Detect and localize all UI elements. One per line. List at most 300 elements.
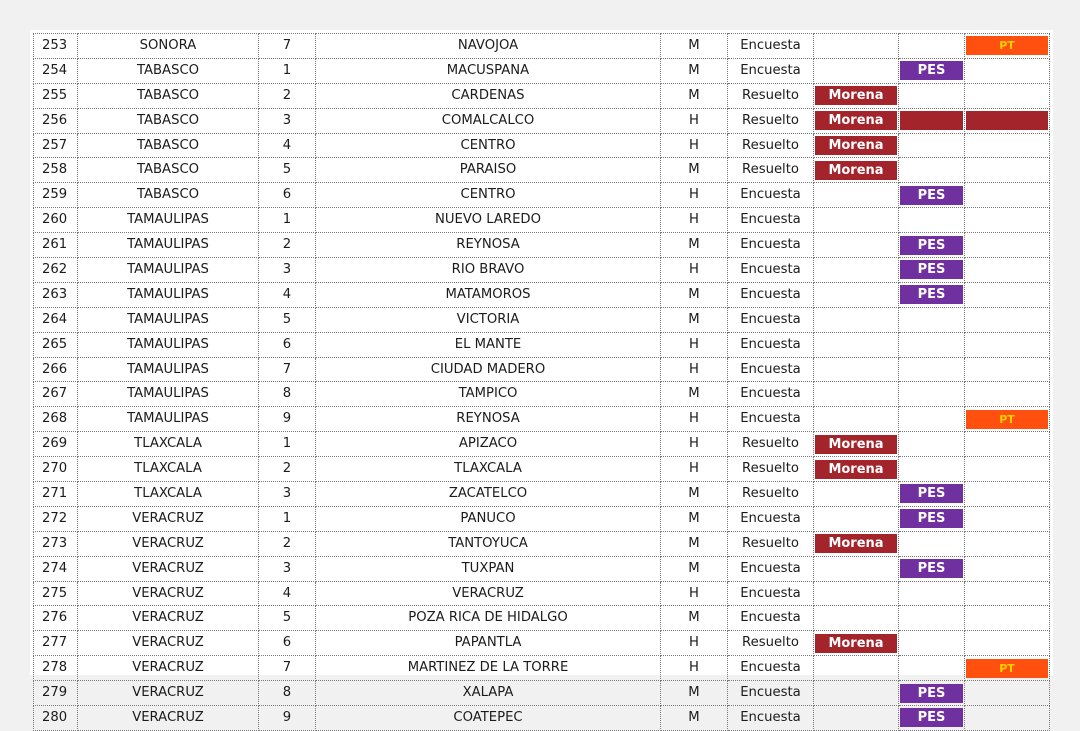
cell-method[interactable]: Encuesta (728, 407, 814, 432)
cell-pes[interactable] (899, 158, 965, 183)
cell-number[interactable]: 271 (34, 482, 78, 507)
cell-district[interactable]: 8 (259, 382, 316, 407)
cell-state[interactable]: VERACRUZ (78, 631, 259, 656)
pes-badge: PES (900, 484, 963, 503)
table-row (34, 656, 1050, 681)
cell-gender[interactable]: H (661, 407, 728, 432)
cell-pes[interactable] (899, 407, 965, 432)
cell-method[interactable]: Encuesta (728, 34, 814, 59)
cell-morena[interactable] (814, 681, 899, 706)
cell-district[interactable]: 7 (259, 34, 316, 59)
cell-pes[interactable] (899, 656, 965, 681)
cell-pes[interactable] (899, 258, 965, 283)
cell-district[interactable]: 3 (259, 556, 316, 581)
cell-morena[interactable] (814, 531, 899, 556)
morena-fill (900, 111, 963, 130)
cell-method[interactable]: Encuesta (728, 332, 814, 357)
cell-city[interactable]: COATEPEC (316, 706, 661, 731)
table-row (34, 58, 1050, 83)
cell-number[interactable]: 266 (34, 357, 78, 382)
cell-pes[interactable] (899, 233, 965, 258)
cell-morena[interactable] (814, 606, 899, 631)
cell-city[interactable]: TLAXCALA (316, 457, 661, 482)
cell-method[interactable]: Encuesta (728, 506, 814, 531)
cell-city[interactable]: CIUDAD MADERO (316, 357, 661, 382)
cell-state[interactable]: TABASCO (78, 83, 259, 108)
cell-district[interactable]: 5 (259, 158, 316, 183)
cell-method[interactable]: Encuesta (728, 681, 814, 706)
cell-pt[interactable] (965, 382, 1050, 407)
cell-city[interactable]: APIZACO (316, 432, 661, 457)
cell-state[interactable]: TAMAULIPAS (78, 233, 259, 258)
cell-morena[interactable] (814, 208, 899, 233)
cell-pt[interactable] (965, 34, 1050, 59)
cell-pt[interactable] (965, 432, 1050, 457)
cell-district[interactable]: 1 (259, 432, 316, 457)
cell-district[interactable]: 6 (259, 631, 316, 656)
cell-state[interactable]: VERACRUZ (78, 581, 259, 606)
cell-method[interactable]: Resuelto (728, 108, 814, 133)
morena-badge: Morena (815, 161, 897, 180)
table-row (34, 133, 1050, 158)
cell-method[interactable]: Encuesta (728, 706, 814, 731)
cell-method[interactable]: Resuelto (728, 133, 814, 158)
cell-method[interactable]: Encuesta (728, 357, 814, 382)
cell-pt[interactable] (965, 282, 1050, 307)
cell-number[interactable]: 262 (34, 258, 78, 283)
cell-district[interactable]: 9 (259, 706, 316, 731)
cell-morena[interactable] (814, 581, 899, 606)
cell-district[interactable]: 6 (259, 183, 316, 208)
cell-district[interactable]: 1 (259, 506, 316, 531)
cell-pes[interactable] (899, 432, 965, 457)
cell-pt[interactable] (965, 332, 1050, 357)
cell-city[interactable]: PARAISO (316, 158, 661, 183)
cell-pes[interactable] (899, 307, 965, 332)
cell-morena[interactable] (814, 58, 899, 83)
cell-state[interactable]: TAMAULIPAS (78, 382, 259, 407)
cell-number[interactable]: 270 (34, 457, 78, 482)
cell-pt[interactable] (965, 407, 1050, 432)
cell-state[interactable]: VERACRUZ (78, 706, 259, 731)
cell-gender[interactable]: M (661, 34, 728, 59)
cell-state[interactable]: TABASCO (78, 108, 259, 133)
table-row (34, 357, 1050, 382)
cell-pes[interactable] (899, 457, 965, 482)
morena-badge: Morena (815, 111, 897, 130)
cell-gender[interactable]: M (661, 506, 728, 531)
cell-number[interactable]: 272 (34, 506, 78, 531)
cell-morena[interactable] (814, 382, 899, 407)
cell-pt[interactable] (965, 258, 1050, 283)
cell-pes[interactable] (899, 133, 965, 158)
cell-number[interactable]: 253 (34, 34, 78, 59)
table-row (34, 531, 1050, 556)
cell-district[interactable]: 3 (259, 108, 316, 133)
cell-gender[interactable]: H (661, 208, 728, 233)
cell-pt[interactable] (965, 706, 1050, 731)
cell-method[interactable]: Encuesta (728, 307, 814, 332)
cell-city[interactable]: REYNOSA (316, 407, 661, 432)
cell-number[interactable]: 259 (34, 183, 78, 208)
cell-city[interactable]: CENTRO (316, 183, 661, 208)
table-row (34, 482, 1050, 507)
cell-city[interactable]: EL MANTE (316, 332, 661, 357)
cell-city[interactable]: TUXPAN (316, 556, 661, 581)
cell-method[interactable]: Encuesta (728, 183, 814, 208)
cell-city[interactable]: VERACRUZ (316, 581, 661, 606)
cell-pes[interactable] (899, 606, 965, 631)
cell-district[interactable]: 2 (259, 531, 316, 556)
cell-state[interactable]: TAMAULIPAS (78, 282, 259, 307)
pes-badge: PES (900, 61, 963, 80)
cell-number[interactable]: 260 (34, 208, 78, 233)
table-row (34, 34, 1050, 59)
cell-pt[interactable] (965, 307, 1050, 332)
cell-district[interactable]: 2 (259, 457, 316, 482)
morena-badge: Morena (815, 136, 897, 155)
cell-city[interactable]: TANTOYUCA (316, 531, 661, 556)
cell-state[interactable]: VERACRUZ (78, 681, 259, 706)
cell-method[interactable]: Resuelto (728, 457, 814, 482)
cell-district[interactable]: 5 (259, 606, 316, 631)
cell-district[interactable]: 3 (259, 482, 316, 507)
candidates-table (33, 33, 1050, 731)
cell-number[interactable]: 265 (34, 332, 78, 357)
cell-gender[interactable]: M (661, 307, 728, 332)
cell-number[interactable]: 254 (34, 58, 78, 83)
cell-district[interactable]: 8 (259, 681, 316, 706)
cell-number[interactable]: 261 (34, 233, 78, 258)
cell-morena[interactable] (814, 183, 899, 208)
spreadsheet-page (30, 30, 1053, 726)
cell-method[interactable]: Resuelto (728, 482, 814, 507)
table-row (34, 208, 1050, 233)
cell-morena[interactable] (814, 34, 899, 59)
table-row (34, 382, 1050, 407)
cell-gender[interactable]: M (661, 58, 728, 83)
cell-city[interactable]: MATAMOROS (316, 282, 661, 307)
cell-district[interactable]: 4 (259, 133, 316, 158)
cell-number[interactable]: 279 (34, 681, 78, 706)
cell-morena[interactable] (814, 158, 899, 183)
cell-pes[interactable] (899, 208, 965, 233)
cell-morena[interactable] (814, 357, 899, 382)
cell-pt[interactable] (965, 581, 1050, 606)
cell-method[interactable]: Encuesta (728, 581, 814, 606)
pes-badge: PES (900, 260, 963, 279)
cell-number[interactable]: 255 (34, 83, 78, 108)
cell-city[interactable]: REYNOSA (316, 233, 661, 258)
cell-gender[interactable]: H (661, 357, 728, 382)
table-row (34, 183, 1050, 208)
table-row (34, 282, 1050, 307)
cell-pes[interactable] (899, 581, 965, 606)
cell-number[interactable]: 268 (34, 407, 78, 432)
cell-morena[interactable] (814, 506, 899, 531)
cell-pes[interactable] (899, 58, 965, 83)
cell-number[interactable]: 280 (34, 706, 78, 731)
cell-state[interactable]: TAMAULIPAS (78, 332, 259, 357)
cell-state[interactable]: VERACRUZ (78, 656, 259, 681)
cell-state[interactable]: TAMAULIPAS (78, 258, 259, 283)
cell-number[interactable]: 264 (34, 307, 78, 332)
cell-state[interactable]: TAMAULIPAS (78, 407, 259, 432)
cell-state[interactable]: TLAXCALA (78, 457, 259, 482)
cell-pt[interactable] (965, 208, 1050, 233)
cell-pt[interactable] (965, 531, 1050, 556)
pes-badge: PES (900, 559, 963, 578)
cell-pt[interactable] (965, 656, 1050, 681)
cell-pes[interactable] (899, 83, 965, 108)
morena-badge: Morena (815, 86, 897, 105)
cell-state[interactable]: TLAXCALA (78, 432, 259, 457)
cell-morena[interactable] (814, 631, 899, 656)
cell-gender[interactable]: H (661, 432, 728, 457)
cell-pes[interactable] (899, 482, 965, 507)
cell-pt[interactable] (965, 357, 1050, 382)
cell-morena[interactable] (814, 282, 899, 307)
cell-state[interactable]: TABASCO (78, 158, 259, 183)
cell-city[interactable]: CARDENAS (316, 83, 661, 108)
cell-number[interactable]: 274 (34, 556, 78, 581)
cell-pt[interactable] (965, 133, 1050, 158)
cell-pes[interactable] (899, 681, 965, 706)
pes-badge: PES (900, 236, 963, 255)
cell-state[interactable]: TAMAULIPAS (78, 357, 259, 382)
table-row (34, 258, 1050, 283)
cell-state[interactable]: VERACRUZ (78, 556, 259, 581)
table-row (34, 706, 1050, 731)
table-row (34, 432, 1050, 457)
cell-district[interactable]: 4 (259, 282, 316, 307)
cell-number[interactable]: 256 (34, 108, 78, 133)
cell-morena[interactable] (814, 307, 899, 332)
cell-city[interactable]: COMALCALCO (316, 108, 661, 133)
table-row (34, 556, 1050, 581)
cell-district[interactable]: 7 (259, 357, 316, 382)
cell-gender[interactable]: M (661, 556, 728, 581)
cell-method[interactable]: Encuesta (728, 282, 814, 307)
cell-gender[interactable]: H (661, 656, 728, 681)
cell-method[interactable]: Encuesta (728, 233, 814, 258)
cell-city[interactable]: ZACATELCO (316, 482, 661, 507)
cell-number[interactable]: 267 (34, 382, 78, 407)
pes-badge: PES (900, 509, 963, 528)
cell-city[interactable]: NUEVO LAREDO (316, 208, 661, 233)
morena-fill (966, 111, 1048, 130)
table-row (34, 506, 1050, 531)
cell-gender[interactable]: M (661, 233, 728, 258)
cell-number[interactable]: 277 (34, 631, 78, 656)
cell-method[interactable]: Encuesta (728, 382, 814, 407)
cell-state[interactable]: TABASCO (78, 133, 259, 158)
cell-method[interactable]: Encuesta (728, 58, 814, 83)
table-row (34, 83, 1050, 108)
cell-method[interactable]: Encuesta (728, 606, 814, 631)
cell-pes[interactable] (899, 706, 965, 731)
cell-number[interactable]: 258 (34, 158, 78, 183)
cell-morena[interactable] (814, 83, 899, 108)
table-row (34, 631, 1050, 656)
table-body (34, 34, 1050, 731)
cell-morena[interactable] (814, 407, 899, 432)
cell-number[interactable]: 263 (34, 282, 78, 307)
cell-district[interactable]: 9 (259, 407, 316, 432)
morena-badge: Morena (815, 460, 897, 479)
pes-badge: PES (900, 186, 963, 205)
table-row (34, 457, 1050, 482)
cell-state[interactable]: TAMAULIPAS (78, 307, 259, 332)
cell-gender[interactable]: H (661, 258, 728, 283)
table-row (34, 332, 1050, 357)
cell-pes[interactable] (899, 183, 965, 208)
cell-pt[interactable] (965, 83, 1050, 108)
cell-number[interactable]: 278 (34, 656, 78, 681)
cell-number[interactable]: 257 (34, 133, 78, 158)
cell-gender[interactable]: H (661, 631, 728, 656)
cell-gender[interactable]: H (661, 457, 728, 482)
pt-badge: PT (966, 410, 1048, 429)
cell-district[interactable]: 7 (259, 656, 316, 681)
cell-gender[interactable]: M (661, 282, 728, 307)
cell-method[interactable]: Resuelto (728, 158, 814, 183)
cell-district[interactable]: 5 (259, 307, 316, 332)
cell-state[interactable]: TABASCO (78, 58, 259, 83)
pes-badge: PES (900, 708, 963, 727)
cell-method[interactable]: Resuelto (728, 631, 814, 656)
cell-district[interactable]: 1 (259, 58, 316, 83)
cell-gender[interactable]: M (661, 681, 728, 706)
cell-pes[interactable] (899, 108, 965, 133)
cell-pt[interactable] (965, 556, 1050, 581)
cell-state[interactable]: TABASCO (78, 183, 259, 208)
cell-gender[interactable]: M (661, 83, 728, 108)
cell-district[interactable]: 4 (259, 581, 316, 606)
cell-city[interactable]: POZA RICA DE HIDALGO (316, 606, 661, 631)
cell-pes[interactable] (899, 34, 965, 59)
cell-morena[interactable] (814, 432, 899, 457)
cell-morena[interactable] (814, 556, 899, 581)
cell-method[interactable]: Resuelto (728, 432, 814, 457)
cell-district[interactable]: 1 (259, 208, 316, 233)
cell-morena[interactable] (814, 332, 899, 357)
cell-gender[interactable]: M (661, 482, 728, 507)
cell-gender[interactable]: H (661, 581, 728, 606)
cell-morena[interactable] (814, 108, 899, 133)
cell-gender[interactable]: M (661, 606, 728, 631)
cell-gender[interactable]: M (661, 382, 728, 407)
cell-city[interactable]: PAPANTLA (316, 631, 661, 656)
cell-pt[interactable] (965, 108, 1050, 133)
morena-badge: Morena (815, 634, 897, 653)
cell-morena[interactable] (814, 258, 899, 283)
cell-city[interactable]: NAVOJOA (316, 34, 661, 59)
cell-morena[interactable] (814, 656, 899, 681)
cell-gender[interactable]: H (661, 332, 728, 357)
cell-pt[interactable] (965, 183, 1050, 208)
cell-district[interactable]: 2 (259, 233, 316, 258)
cell-number[interactable]: 269 (34, 432, 78, 457)
cell-city[interactable]: RIO BRAVO (316, 258, 661, 283)
cell-city[interactable]: TAMPICO (316, 382, 661, 407)
cell-pes[interactable] (899, 282, 965, 307)
cell-pt[interactable] (965, 506, 1050, 531)
cell-city[interactable]: PANUCO (316, 506, 661, 531)
cell-gender[interactable]: M (661, 158, 728, 183)
cell-method[interactable]: Resuelto (728, 83, 814, 108)
cell-city[interactable]: XALAPA (316, 681, 661, 706)
cell-method[interactable]: Encuesta (728, 208, 814, 233)
morena-badge: Morena (815, 534, 897, 553)
cell-method[interactable]: Encuesta (728, 556, 814, 581)
cell-gender[interactable]: M (661, 531, 728, 556)
cell-state[interactable]: VERACRUZ (78, 606, 259, 631)
cell-city[interactable]: VICTORIA (316, 307, 661, 332)
cell-district[interactable]: 3 (259, 258, 316, 283)
cell-state[interactable]: SONORA (78, 34, 259, 59)
cell-district[interactable]: 2 (259, 83, 316, 108)
cell-city[interactable]: MARTINEZ DE LA TORRE (316, 656, 661, 681)
cell-city[interactable]: MACUSPANA (316, 58, 661, 83)
cell-pt[interactable] (965, 457, 1050, 482)
table-row (34, 581, 1050, 606)
cell-pes[interactable] (899, 556, 965, 581)
cell-method[interactable]: Resuelto (728, 531, 814, 556)
table-row (34, 681, 1050, 706)
cell-state[interactable]: TLAXCALA (78, 482, 259, 507)
pes-badge: PES (900, 285, 963, 304)
cell-number[interactable]: 275 (34, 581, 78, 606)
cell-gender[interactable]: H (661, 133, 728, 158)
cell-state[interactable]: VERACRUZ (78, 506, 259, 531)
cell-pt[interactable] (965, 233, 1050, 258)
cell-district[interactable]: 6 (259, 332, 316, 357)
cell-pt[interactable] (965, 158, 1050, 183)
cell-state[interactable]: TAMAULIPAS (78, 208, 259, 233)
cell-number[interactable]: 273 (34, 531, 78, 556)
cell-pes[interactable] (899, 357, 965, 382)
cell-state[interactable]: VERACRUZ (78, 531, 259, 556)
cell-gender[interactable]: M (661, 706, 728, 731)
cell-morena[interactable] (814, 457, 899, 482)
cell-method[interactable]: Encuesta (728, 656, 814, 681)
cell-pes[interactable] (899, 332, 965, 357)
cell-morena[interactable] (814, 133, 899, 158)
cell-pt[interactable] (965, 631, 1050, 656)
table-row (34, 307, 1050, 332)
cell-pes[interactable] (899, 631, 965, 656)
cell-pes[interactable] (899, 382, 965, 407)
pes-badge: PES (900, 684, 963, 703)
cell-morena[interactable] (814, 482, 899, 507)
cell-pes[interactable] (899, 531, 965, 556)
cell-number[interactable]: 276 (34, 606, 78, 631)
cell-pt[interactable] (965, 606, 1050, 631)
table-row (34, 108, 1050, 133)
cell-morena[interactable] (814, 706, 899, 731)
cell-gender[interactable]: H (661, 108, 728, 133)
cell-gender[interactable]: H (661, 183, 728, 208)
cell-pes[interactable] (899, 506, 965, 531)
cell-pt[interactable] (965, 681, 1050, 706)
cell-method[interactable]: Encuesta (728, 258, 814, 283)
table-row (34, 407, 1050, 432)
cell-pt[interactable] (965, 482, 1050, 507)
cell-morena[interactable] (814, 233, 899, 258)
cell-pt[interactable] (965, 58, 1050, 83)
cell-city[interactable]: CENTRO (316, 133, 661, 158)
